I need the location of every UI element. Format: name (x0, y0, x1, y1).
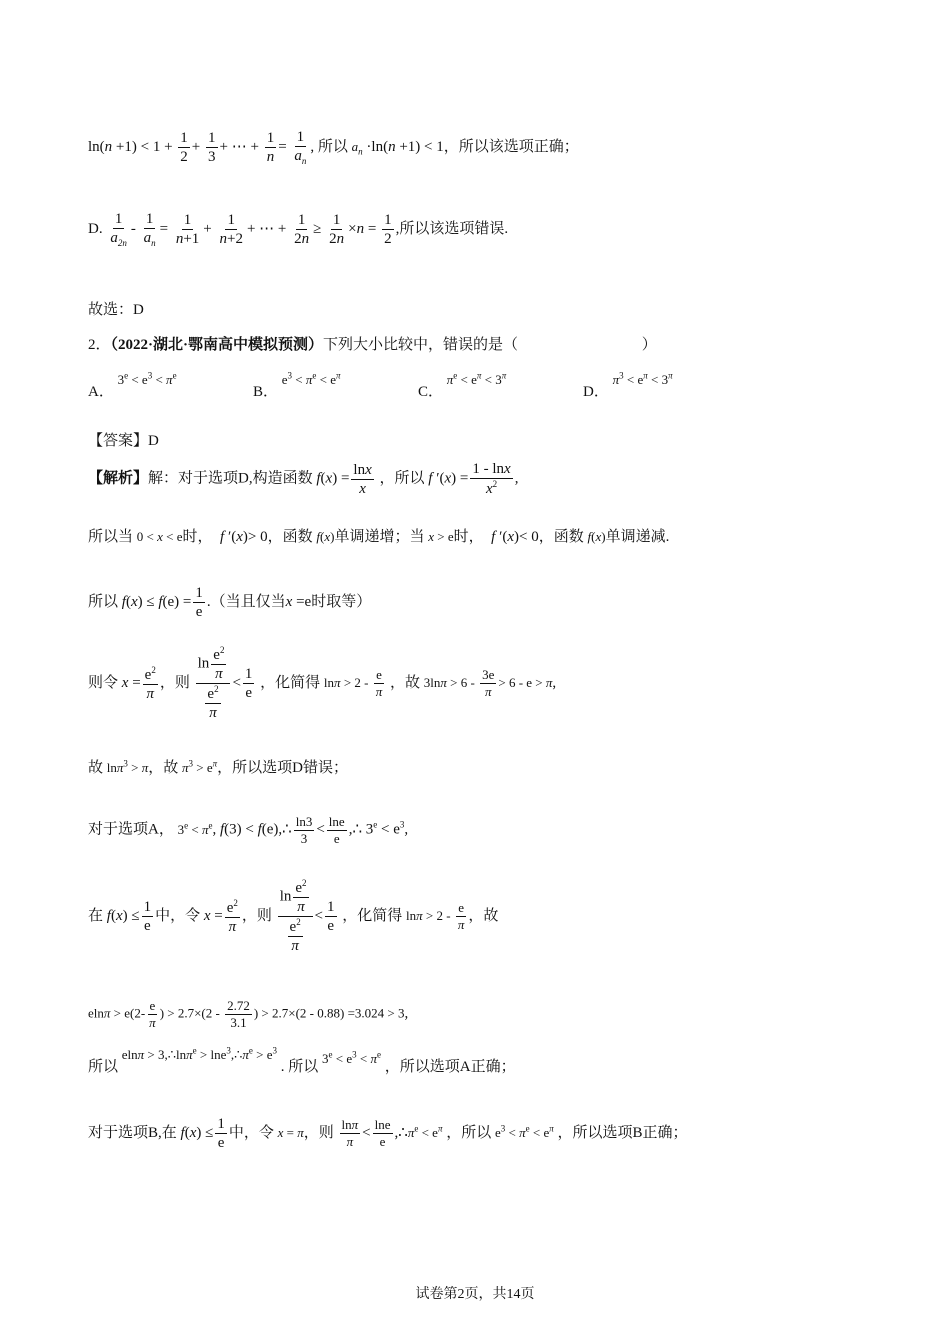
option-d: D． $\pi^3 < e^\pi < 3^\pi$ (583, 370, 673, 400)
analysis-conclusion-d: 故 lnπ$^3$ > π，故 $\pi^3 > e^\pi$，所以选项D错误； (88, 758, 349, 776)
analysis-monotonicity: 所以当 0 < x < e时， f ′(x)> 0，函数 f(x)单调递增；当 x > e时， f ′(x)< 0，函数 f(x)单调递减. (88, 529, 670, 545)
option-a: A． $3^e < e^3 < \pi^e$ (88, 370, 177, 400)
analysis-numeric-estimate: elnπ > e(2- $\frac{e}{\pi}$ ) > 2.7×(2 - $\frac{2.72}{3.1}$ ) > 2.7×(2 - 0.88) =3.024 > 3, (88, 998, 409, 1030)
question-2-stem: 2．（2022·湖北·鄂南高中模拟预测）下列大小比较中，错误的是（ ） (88, 337, 657, 353)
line-harmonic-bound: ln(n +1) < 1 + $\frac{1}{2}$ + $\frac{1}{3}$ + ⋯ + $\frac{1}{n}$ = $\frac{1}{a_n}$ , 所以 $a_n \cdot\ln(n +1) < 1$，所以该选项正确； (88, 129, 579, 166)
option-c: C． $\pi^e < e^\pi < 3^\pi$ (418, 370, 507, 400)
option-b: B． $e^3 < \pi^e < e^\pi$ (253, 370, 341, 400)
line-option-d-reasoning: D. $\frac{1}{a_{2n}}$ - $\frac{1}{a_n}$ = $\frac{1}{n+1}$ + $\frac{1}{n+2}$ + ⋯ + $\frac{1}{2n}$ ≥ $\frac{1}{2n}$ ×n = $\frac{1}{2}$ ,所以该选项错误. (88, 211, 509, 248)
answer-label: 【答案】D (88, 433, 159, 449)
analysis-option-b: 对于选项B,在 f(x) ≤ $\frac{1}{e}$ 中，令 x = π，则 $\frac{\ln\pi}{\pi}$ < $\frac{\ln e}{e}$ $,\therefore\pi^e < e^\pi$ ，所以 $e^3 < \pi^e < e^\pi$ ，所以选项B正确； (88, 1116, 688, 1151)
analysis-option-a-substitution: 在 f(x) ≤ $\frac{1}{e}$ 中，令 x = $\frac{e^2}{\pi}$ ，则 ln $\frac{e^2}{\pi}$ $\frac{e^2}{\pi}$ < $\frac{1}{e}$ ，化简得 lnπ > 2 - $\frac{e}{\pi}$ ，故 (88, 878, 499, 954)
analysis-construct-function: 【解析】解：对于选项D,构造函数 f(x) = $\frac{\ln x}{x}$ ，所以 f ′(x) = $\frac{1 - \ln x}{x^2}$ , (88, 461, 519, 497)
analysis-option-a-conclusion: 所以 elnπ > 3,∴lnπ$^e$ > $\ln e^3,\therefore\pi^e > e^3$ . 所以 $3^e < e^3 < \pi^e$ ，所以选项A正确； (88, 1045, 516, 1075)
analysis-option-a: 对于选项A， $3^e < \pi^e$, f(3) < f(e),∴ $\frac{\ln 3}{3}$ < $\frac{\ln e}{e}$ ,∴ $3^e < e^3$, (88, 814, 409, 846)
analysis-maximum: 所以 f(x) ≤ f(e) = $\frac{1}{e}$ .（当且仅当x =e时取等） (88, 585, 372, 620)
analysis-substitution-d: 则令 x = $\frac{e^2}{\pi}$ ，则 ln $\frac{e^2}{\pi}$ $\frac{e^2}{\pi}$ < $\frac{1}{e}$ ，化简得 lnπ > 2 - $\frac{e}{\pi}$ ，故 3lnπ > 6 - $\frac{3e}{\pi}$ > 6 - e > π, (88, 645, 557, 721)
page-footer: 试卷第2页，共14页 (415, 1287, 535, 1302)
line-select-d: 故选：D (88, 302, 144, 318)
